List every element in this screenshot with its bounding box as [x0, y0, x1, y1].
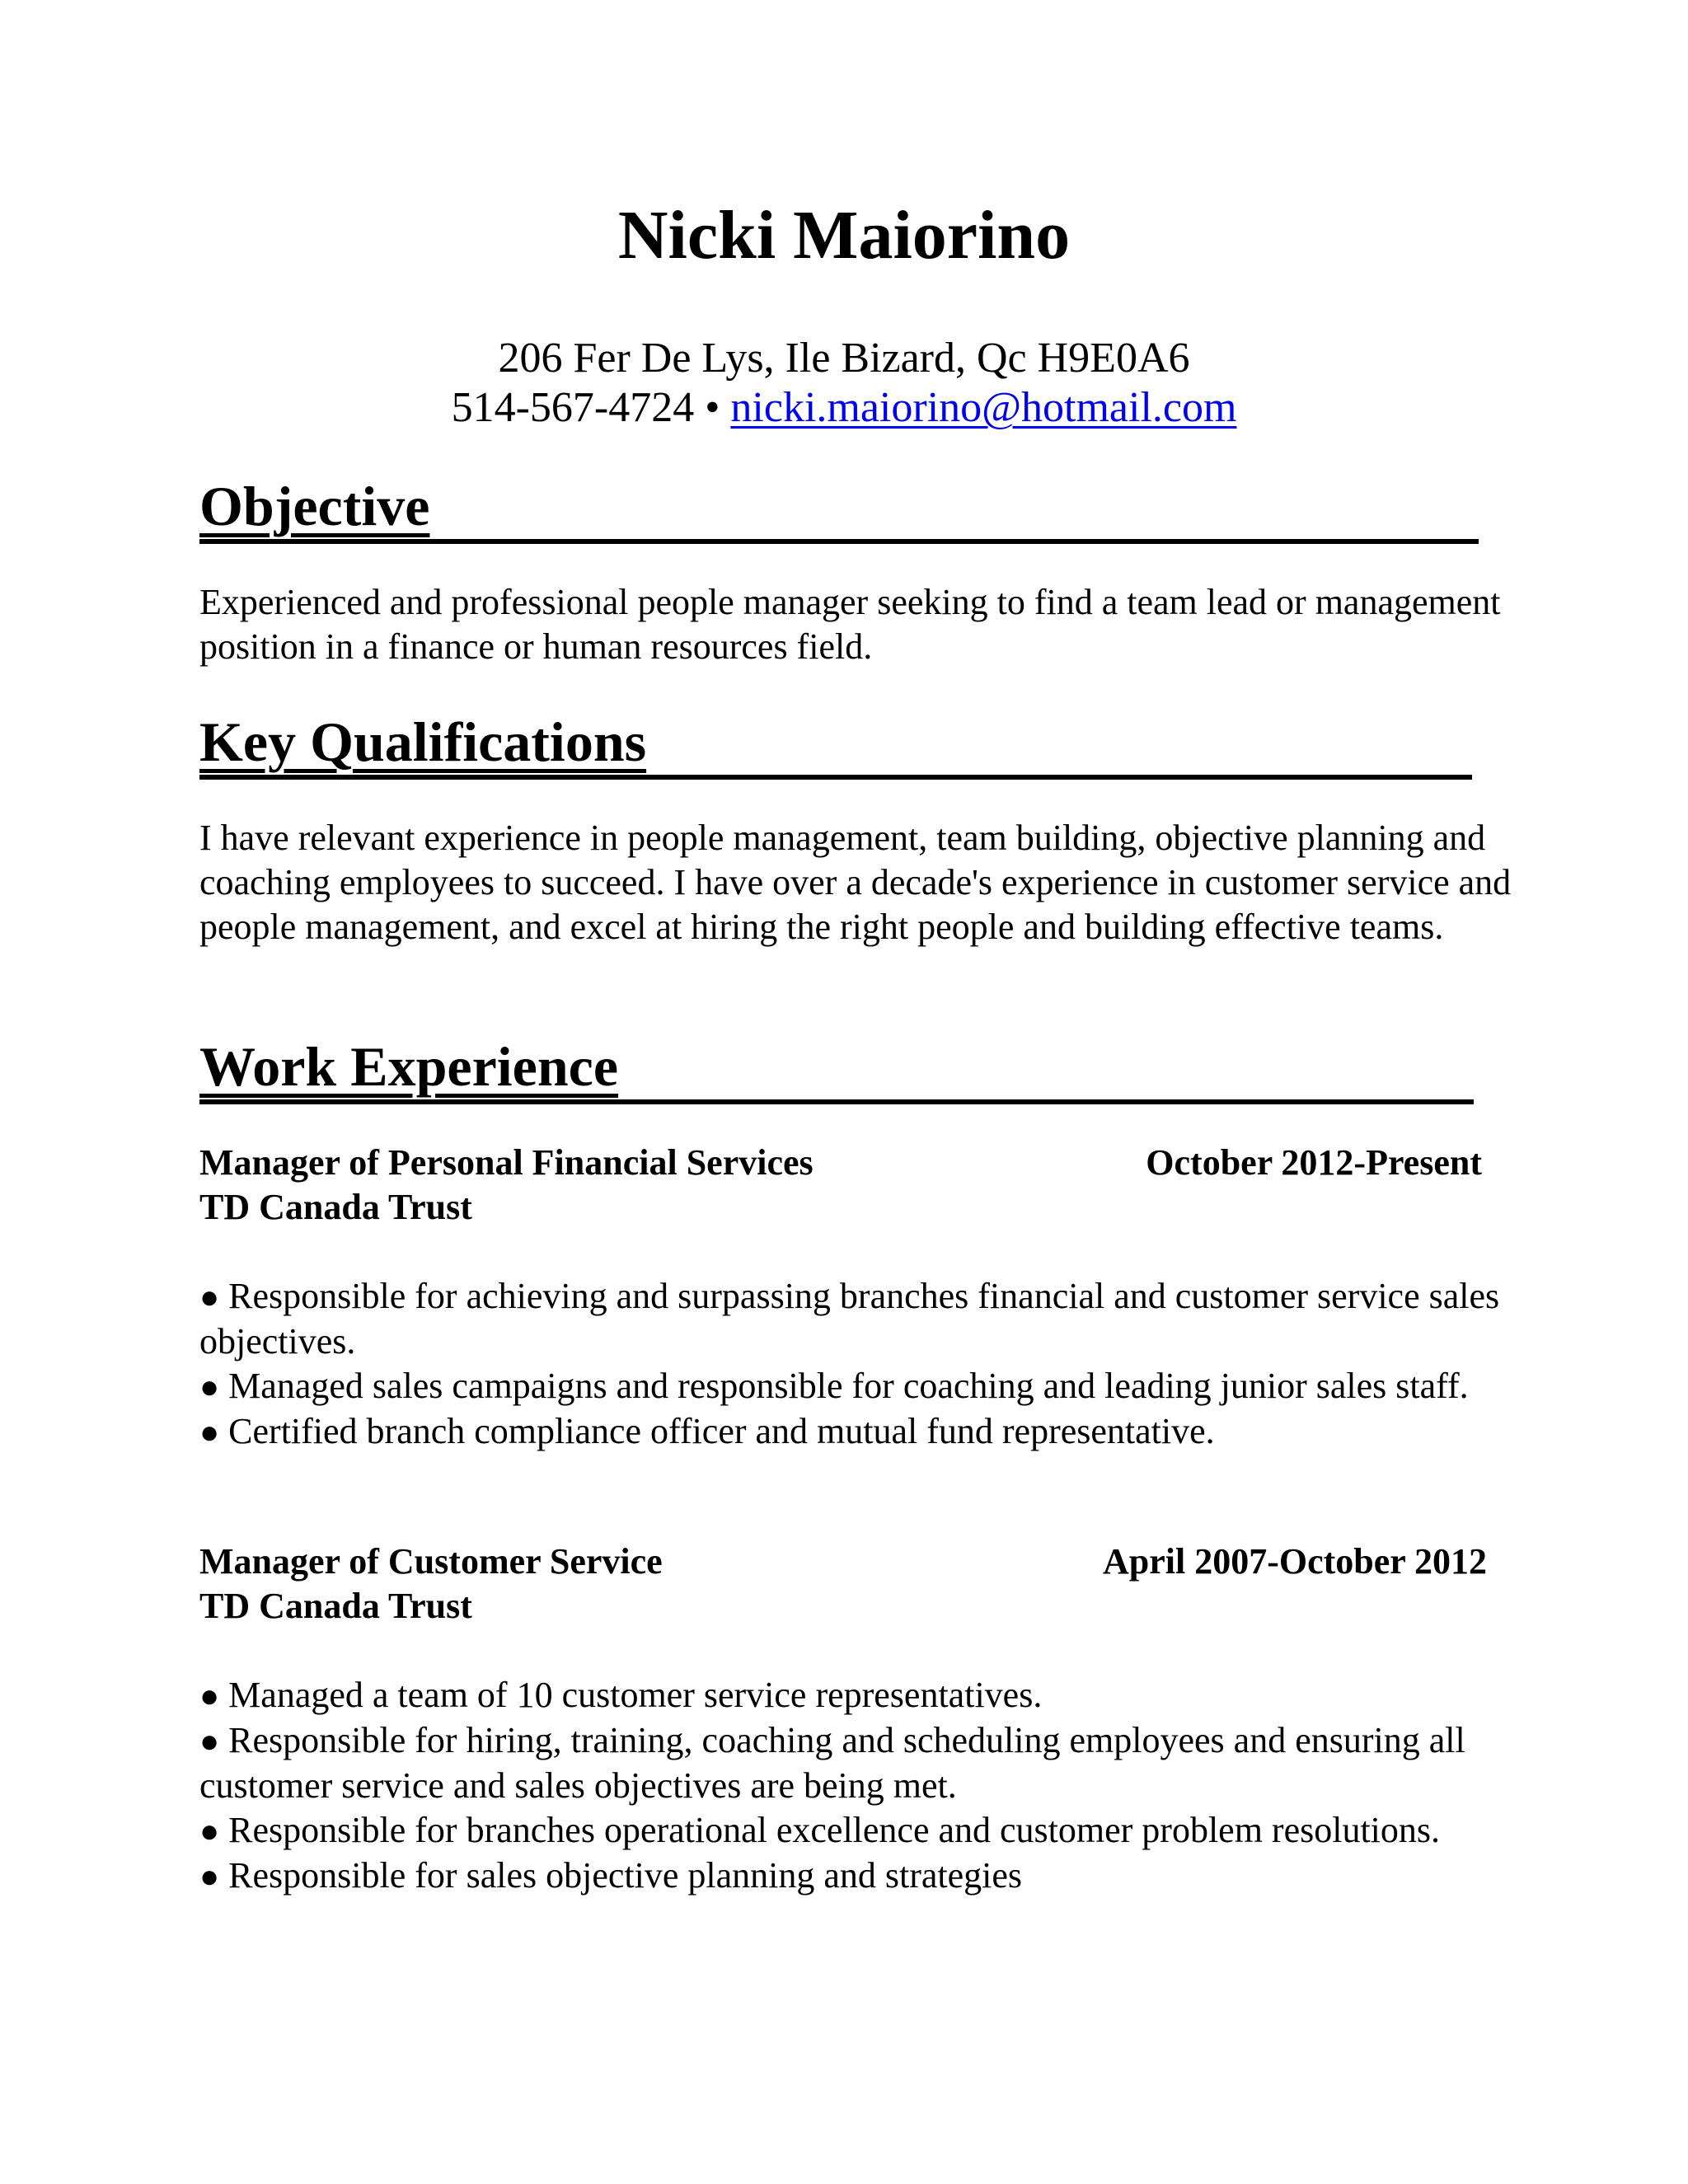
bullet-icon: ●	[199, 1368, 220, 1405]
job-bullet-text: Responsible for achieving and surpassing branches financial and customer service sales objectives.	[199, 1276, 1500, 1361]
bullet-icon: ●	[199, 1812, 220, 1849]
job-bullet-item	[199, 1409, 1502, 1455]
bullet-icon: ●	[199, 1858, 220, 1895]
job-dates: October 2012-Present	[1146, 1142, 1482, 1183]
job-company: TD Canada Trust	[199, 1586, 472, 1626]
qualifications-heading	[199, 709, 1472, 780]
objective-text: Experienced and professional people manager seeking to find a team lead or management position in a finance or human resources field.	[199, 582, 1501, 667]
work-experience-heading-text: Work Experience	[199, 1035, 619, 1098]
bullet-icon: ●	[199, 1278, 220, 1315]
job-bullet-item	[199, 1364, 1502, 1409]
job-bullet-item	[199, 1808, 1502, 1854]
candidate-name: Nicki Maiorino	[617, 197, 1071, 274]
objective-heading	[199, 473, 1479, 544]
job-bullet-text: Responsible for hiring, training, coaching and scheduling employees and ensuring all customer service and sales objectives are being met.	[199, 1720, 1465, 1806]
email-link[interactable]: nicki.maiorino@hotmail.com	[730, 384, 1237, 431]
bullet-icon: ●	[199, 1413, 220, 1451]
work-experience-heading	[199, 1033, 1474, 1104]
job-bullet-text: Managed sales campaigns and responsible for coaching and leading junior sales staff.	[228, 1366, 1469, 1406]
job-bullet-item	[199, 1718, 1502, 1808]
job-bullet-list	[199, 1274, 1502, 1455]
job-bullet-list	[199, 1673, 1502, 1899]
job-title: Manager of Personal Financial Services	[199, 1142, 814, 1183]
bullet-icon: ●	[199, 1677, 220, 1714]
qualifications-heading-text: Key Qualifications	[199, 710, 647, 773]
job-bullet-text: Certified branch compliance officer and mutual fund representative.	[228, 1411, 1215, 1451]
qualifications-text: I have relevant experience in people management, team building, objective planning and coaching employees to succeed. I have over a decade's experience in customer service and people management, and excel at hiring the right people and building effective teams.	[199, 818, 1512, 947]
bullet-icon: ●	[199, 1722, 220, 1760]
job-dates: April 2007-October 2012	[1102, 1541, 1487, 1582]
job-bullet-item	[199, 1274, 1502, 1364]
job-bullet-item	[199, 1673, 1502, 1718]
objective-heading-text: Objective	[199, 475, 430, 537]
phone-number: 514-567-4724	[451, 384, 695, 431]
job-bullet-text: Responsible for sales objective planning and strategies	[228, 1855, 1023, 1896]
job-bullet-text: Responsible for branches operational excellence and customer problem resolutions.	[228, 1810, 1441, 1850]
job-company: TD Canada Trust	[199, 1187, 472, 1227]
address: 206 Fer De Lys, Ile Bizard, Qc H9E0A6	[498, 335, 1190, 382]
job-title: Manager of Customer Service	[199, 1541, 663, 1582]
contact-separator: •	[705, 384, 720, 431]
job-bullet-text: Managed a team of 10 customer service representatives.	[228, 1675, 1043, 1715]
job-bullet-item	[199, 1854, 1502, 1899]
phone-email-line	[0, 382, 1688, 434]
